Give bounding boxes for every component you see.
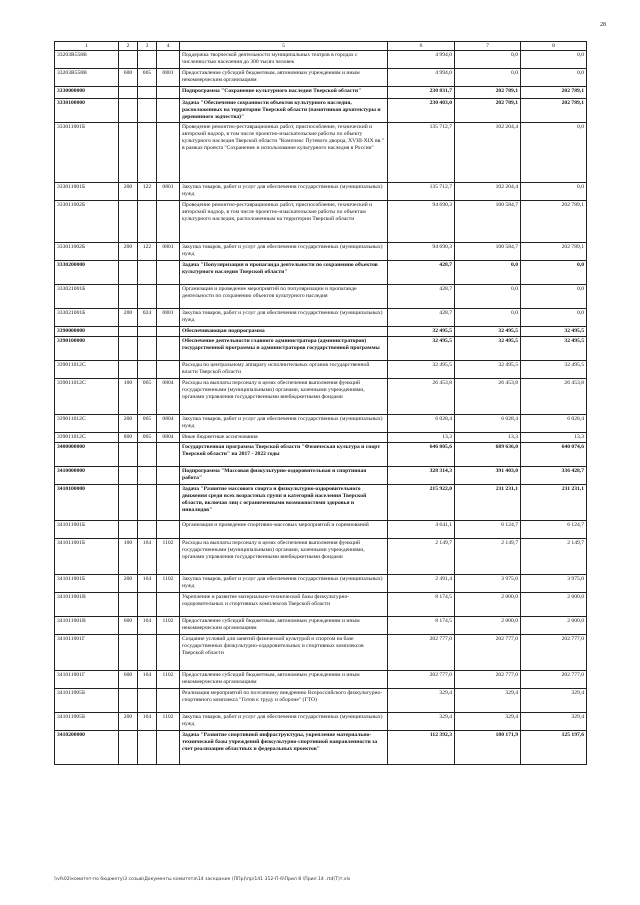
row-subsection: 0804 bbox=[157, 433, 180, 443]
table-row bbox=[55, 593, 587, 617]
row-amount-col8: 202 777,0 bbox=[521, 671, 587, 689]
row-amount-col8: 2 000,0 bbox=[521, 593, 587, 617]
row-description: Укрепление и развитие материально-технической базы физкультурно-оздоровительных и спортивных комплексов Тверской области bbox=[180, 593, 388, 617]
row-expense-group: 100 bbox=[119, 539, 138, 575]
budget-table bbox=[54, 41, 587, 765]
row-expense-group bbox=[119, 99, 138, 123]
row-expense-group bbox=[119, 361, 138, 379]
row-amount-col6: 94 690,3 bbox=[388, 243, 455, 261]
row-section bbox=[138, 51, 157, 69]
row-code: 333011001Б bbox=[55, 183, 119, 201]
table-row bbox=[55, 309, 587, 327]
row-amount-col6: 13,3 bbox=[388, 433, 455, 443]
table-row bbox=[55, 635, 587, 671]
row-amount-col8: 0,0 bbox=[521, 309, 587, 327]
row-code: 341011001Б bbox=[55, 539, 119, 575]
row-amount-col7: 2 149,7 bbox=[455, 539, 521, 575]
row-section: 164 bbox=[138, 713, 157, 731]
row-section bbox=[138, 123, 157, 183]
row-subsection bbox=[157, 261, 180, 285]
table-row bbox=[55, 575, 587, 593]
row-subsection bbox=[157, 99, 180, 123]
row-amount-col7: 0,0 bbox=[455, 261, 521, 285]
row-code: 339011012С bbox=[55, 361, 119, 379]
row-subsection bbox=[157, 201, 180, 243]
row-subsection: 0801 bbox=[157, 183, 180, 201]
row-description: Организация и проведение спортивно-массовых мероприятий и соревнований bbox=[180, 521, 388, 539]
row-amount-col6: 32 495,5 bbox=[388, 337, 455, 361]
row-description: Предоставление субсидий бюджетным, автономным учреждениям и иным некоммерческим организациям bbox=[180, 69, 388, 87]
row-expense-group bbox=[119, 87, 138, 99]
row-description: Закупка товаров, работ и услуг для обеспечения государственных (муниципальных) нужд bbox=[180, 309, 388, 327]
row-code: 341011001В bbox=[55, 617, 119, 635]
row-amount-col6: 32 495,5 bbox=[388, 327, 455, 337]
row-code: 341011005Б bbox=[55, 713, 119, 731]
row-subsection: 1102 bbox=[157, 539, 180, 575]
row-description: Подпрограмма "Сохранение культурного наследия Тверской области" bbox=[180, 87, 388, 99]
row-amount-col8: 0,0 bbox=[521, 123, 587, 183]
row-amount-col6: 135 712,7 bbox=[388, 123, 455, 183]
row-amount-col8: 13,3 bbox=[521, 433, 587, 443]
row-subsection: 0804 bbox=[157, 415, 180, 433]
row-section bbox=[138, 443, 157, 467]
row-code: 3410000000 bbox=[55, 467, 119, 485]
row-amount-col7: 329,4 bbox=[455, 713, 521, 731]
row-code: 333011002Б bbox=[55, 201, 119, 243]
row-section: 065 bbox=[138, 433, 157, 443]
row-code: 333011001Б bbox=[55, 123, 119, 183]
row-description: Закупка товаров, работ и услуг для обеспечения государственных (муниципальных) нужд bbox=[180, 713, 388, 731]
column-header: 2 bbox=[119, 42, 138, 51]
row-amount-col8: 3 975,0 bbox=[521, 575, 587, 593]
row-subsection bbox=[157, 593, 180, 617]
row-description: Предоставление субсидий бюджетным, автономным учреждениям и иным некоммерческим организациям bbox=[180, 617, 388, 635]
row-code: 3400000000 bbox=[55, 443, 119, 467]
table-row bbox=[55, 69, 587, 87]
row-section bbox=[138, 201, 157, 243]
row-amount-col6: 135 712,7 bbox=[388, 183, 455, 201]
table-row bbox=[55, 415, 587, 433]
table-row bbox=[55, 183, 587, 201]
row-subsection: 0801 bbox=[157, 243, 180, 261]
table-row bbox=[55, 731, 587, 765]
table-row bbox=[55, 123, 587, 183]
row-expense-group: 200 bbox=[119, 183, 138, 201]
row-description: Проведение ремонтно-реставрационных работ, приспособление, технический и авторский надзор, в том числе проектно-изыскательские работы по объектам культурного наследия, расположенным на территории Тверской области bbox=[180, 201, 388, 243]
row-subsection bbox=[157, 485, 180, 521]
row-section: 122 bbox=[138, 183, 157, 201]
row-amount-col6: 202 777,0 bbox=[388, 635, 455, 671]
table-row bbox=[55, 713, 587, 731]
row-section: 122 bbox=[138, 243, 157, 261]
row-description: Закупка товаров, работ и услуг для обеспечения государственных (муниципальных) нужд bbox=[180, 415, 388, 433]
row-amount-col8: 32 495,5 bbox=[521, 327, 587, 337]
row-amount-col8: 640 074,6 bbox=[521, 443, 587, 467]
row-amount-col8: 329,4 bbox=[521, 713, 587, 731]
row-code: 341011001Г bbox=[55, 671, 119, 689]
row-section bbox=[138, 521, 157, 539]
row-section: 065 bbox=[138, 379, 157, 415]
row-code: 3330000000 bbox=[55, 87, 119, 99]
row-expense-group: 100 bbox=[119, 379, 138, 415]
column-header: 5 bbox=[180, 42, 388, 51]
row-section bbox=[138, 327, 157, 337]
row-amount-col7: 100 584,7 bbox=[455, 201, 521, 243]
table-row bbox=[55, 617, 587, 635]
row-expense-group: 200 bbox=[119, 713, 138, 731]
row-amount-col6: 112 392,3 bbox=[388, 731, 455, 765]
row-section bbox=[138, 285, 157, 309]
table-row bbox=[55, 327, 587, 337]
row-amount-col7: 3 975,0 bbox=[455, 575, 521, 593]
row-expense-group bbox=[119, 635, 138, 671]
row-expense-group bbox=[119, 285, 138, 309]
row-subsection bbox=[157, 87, 180, 99]
row-description: Задача "Развитие массового спорта и физкультурно-оздоровительного движения среди всех возрастных групп и категорий населения Тверской области, включая лиц с ограниченными возможностями здоровья и инвалидов" bbox=[180, 485, 388, 521]
row-description: Задача "Развитие спортивной инфраструктуры, укрепление материально-технической базы учреждений физкультурно-спортивной направленности за счет реализации областных и федеральных проектов" bbox=[180, 731, 388, 765]
row-amount-col7: 202 789,1 bbox=[455, 99, 521, 123]
row-expense-group bbox=[119, 443, 138, 467]
row-expense-group: 600 bbox=[119, 69, 138, 87]
row-code: 33203R558В bbox=[55, 51, 119, 69]
table-row bbox=[55, 379, 587, 415]
table-row bbox=[55, 539, 587, 575]
row-amount-col7: 0,0 bbox=[455, 69, 521, 87]
row-section bbox=[138, 485, 157, 521]
row-amount-col6: 215 922,0 bbox=[388, 485, 455, 521]
row-code: 341011001Г bbox=[55, 635, 119, 671]
table-row bbox=[55, 361, 587, 379]
row-section: 024 bbox=[138, 309, 157, 327]
row-description: Обеспечение деятельности главного администратора (администраторов) государственной программы и администраторов государственной программы bbox=[180, 337, 388, 361]
row-subsection bbox=[157, 337, 180, 361]
table-row bbox=[55, 51, 587, 69]
column-header: 4 bbox=[157, 42, 180, 51]
row-description: Государственная программа Тверской области "Физическая культура и спорт Тверской области" на 2017 - 2022 годы bbox=[180, 443, 388, 467]
row-subsection bbox=[157, 521, 180, 539]
row-amount-col8: 202 789,1 bbox=[521, 99, 587, 123]
row-subsection: 1102 bbox=[157, 671, 180, 689]
row-subsection: 0804 bbox=[157, 379, 180, 415]
row-code: 339011012С bbox=[55, 379, 119, 415]
row-code: 3330200000 bbox=[55, 261, 119, 285]
row-amount-col6: 4 641,1 bbox=[388, 521, 455, 539]
row-description: Закупка товаров, работ и услуг для обеспечения государственных (муниципальных) нужд bbox=[180, 243, 388, 261]
row-amount-col7: 6 028,4 bbox=[455, 415, 521, 433]
row-expense-group bbox=[119, 731, 138, 765]
row-amount-col8: 32 495,5 bbox=[521, 337, 587, 361]
row-amount-col8: 202 777,0 bbox=[521, 635, 587, 671]
row-amount-col8: 0,0 bbox=[521, 69, 587, 87]
row-amount-col7: 100 584,7 bbox=[455, 243, 521, 261]
row-subsection bbox=[157, 123, 180, 183]
row-expense-group bbox=[119, 521, 138, 539]
row-amount-col8: 336 428,7 bbox=[521, 467, 587, 485]
row-amount-col8: 0,0 bbox=[521, 183, 587, 201]
row-description: Поддержка творческой деятельности муниципальных театров в городах с численностью населения до 300 тысяч человек bbox=[180, 51, 388, 69]
row-amount-col8: 202 789,1 bbox=[521, 201, 587, 243]
row-amount-col7: 26 453,8 bbox=[455, 379, 521, 415]
row-code: 33203R558В bbox=[55, 69, 119, 87]
row-amount-col8: 32 495,5 bbox=[521, 361, 587, 379]
row-amount-col6: 26 453,8 bbox=[388, 379, 455, 415]
row-description: Подпрограмма "Массовая физкультурно-оздоровительная и спортивная работа" bbox=[180, 467, 388, 485]
row-description: Создание условий для занятий физической культурой и спортом на базе государственных физкультурно-оздоровительных и спортивных комплексов Тверской области bbox=[180, 635, 388, 671]
row-expense-group bbox=[119, 123, 138, 183]
row-amount-col7: 0,0 bbox=[455, 309, 521, 327]
row-code: 333021001Б bbox=[55, 285, 119, 309]
row-expense-group bbox=[119, 485, 138, 521]
row-amount-col7: 202 777,0 bbox=[455, 671, 521, 689]
row-amount-col6: 230 403,0 bbox=[388, 99, 455, 123]
row-amount-col6: 94 690,3 bbox=[388, 201, 455, 243]
table-row bbox=[55, 87, 587, 99]
row-code: 3330100000 bbox=[55, 99, 119, 123]
row-section: 164 bbox=[138, 671, 157, 689]
row-amount-col7: 32 495,5 bbox=[455, 337, 521, 361]
table-row bbox=[55, 261, 587, 285]
row-amount-col7: 180 171,9 bbox=[455, 731, 521, 765]
row-amount-col6: 202 777,0 bbox=[388, 671, 455, 689]
row-amount-col7: 202 789,1 bbox=[455, 87, 521, 99]
row-amount-col8: 0,0 bbox=[521, 51, 587, 69]
row-description: Закупка товаров, работ и услуг для обеспечения государственных (муниципальных) нужд bbox=[180, 183, 388, 201]
row-description: Закупка товаров, работ и услуг для обеспечения государственных (муниципальных) нужд bbox=[180, 575, 388, 593]
row-section bbox=[138, 87, 157, 99]
row-amount-col6: 428,7 bbox=[388, 285, 455, 309]
row-code: 341011005Б bbox=[55, 689, 119, 713]
row-amount-col8: 329,4 bbox=[521, 689, 587, 713]
row-expense-group: 200 bbox=[119, 243, 138, 261]
row-subsection bbox=[157, 361, 180, 379]
row-amount-col8: 6 124,7 bbox=[521, 521, 587, 539]
row-expense-group: 800 bbox=[119, 433, 138, 443]
row-amount-col8: 2 000,0 bbox=[521, 617, 587, 635]
row-section bbox=[138, 261, 157, 285]
table-row bbox=[55, 201, 587, 243]
row-code: 333021001Б bbox=[55, 309, 119, 327]
row-description: Задача "Обеспечение сохранности объектов культурного наследия, расположенных на территории Тверской области (памятников архитектуры и деревянного зодчества)" bbox=[180, 99, 388, 123]
row-amount-col6: 329,4 bbox=[388, 713, 455, 731]
row-section: 164 bbox=[138, 539, 157, 575]
row-amount-col7: 211 231,1 bbox=[455, 485, 521, 521]
row-code: 341011001Б bbox=[55, 575, 119, 593]
table-row bbox=[55, 467, 587, 485]
row-expense-group: 600 bbox=[119, 617, 138, 635]
row-code: 3410200000 bbox=[55, 731, 119, 765]
row-description: Задача "Популяризация и пропаганда деятельности по сохранению объектов культурного наследия Тверской области" bbox=[180, 261, 388, 285]
row-description: Расходы на выплаты персоналу в целях обеспечения выполнения функций государственными (муниципальными) органами, казенными учреждениями, органами управления государственными внебюджетными фондами bbox=[180, 539, 388, 575]
row-amount-col6: 428,7 bbox=[388, 261, 455, 285]
row-amount-col7: 2 000,0 bbox=[455, 617, 521, 635]
table-row bbox=[55, 485, 587, 521]
row-amount-col7: 6 124,7 bbox=[455, 521, 521, 539]
row-code: 341011001В bbox=[55, 593, 119, 617]
row-section: 065 bbox=[138, 69, 157, 87]
row-code: 3390100000 bbox=[55, 337, 119, 361]
row-expense-group bbox=[119, 327, 138, 337]
row-expense-group bbox=[119, 51, 138, 69]
row-amount-col7: 0,0 bbox=[455, 285, 521, 309]
table-row bbox=[55, 337, 587, 361]
row-code: 339011012С bbox=[55, 415, 119, 433]
row-amount-col7: 102 204,4 bbox=[455, 123, 521, 183]
row-expense-group: 200 bbox=[119, 415, 138, 433]
row-code: 333011002Б bbox=[55, 243, 119, 261]
row-code: 341011001Б bbox=[55, 521, 119, 539]
row-amount-col6: 646 805,6 bbox=[388, 443, 455, 467]
row-amount-col6: 328 314,3 bbox=[388, 467, 455, 485]
row-subsection bbox=[157, 327, 180, 337]
row-description: Предоставление субсидий бюджетным, автономным учреждениям и иным некоммерческим организациям bbox=[180, 671, 388, 689]
row-subsection bbox=[157, 467, 180, 485]
table-row bbox=[55, 689, 587, 713]
row-amount-col7: 329,4 bbox=[455, 689, 521, 713]
row-subsection bbox=[157, 443, 180, 467]
table-row bbox=[55, 99, 587, 123]
file-path-footer: \\vfs02\комитет-по бюджету\3 созыв\Документы комитета\14 заседание (ППр)\пр\141 312-П-6\Прил 8 \Прил 14 .rtd(Т)т.xls bbox=[54, 877, 351, 882]
row-amount-col8: 125 197,6 bbox=[521, 731, 587, 765]
row-amount-col7: 2 000,0 bbox=[455, 593, 521, 617]
row-amount-col7: 689 636,0 bbox=[455, 443, 521, 467]
row-code: 3390000000 bbox=[55, 327, 119, 337]
row-amount-col6: 428,7 bbox=[388, 309, 455, 327]
row-amount-col7: 13,3 bbox=[455, 433, 521, 443]
column-header: 1 bbox=[55, 42, 119, 51]
row-amount-col6: 2 149,7 bbox=[388, 539, 455, 575]
row-description: Реализация мероприятий по поэтапному внедрению Всероссийского физкультурно-спортивного комплекса "Готов к труду и обороне" (ГТО) bbox=[180, 689, 388, 713]
row-amount-col8: 0,0 bbox=[521, 261, 587, 285]
row-section bbox=[138, 361, 157, 379]
row-description: Расходы на выплаты персоналу в целях обеспечения выполнения функций государственными (муниципальными) органами, казенными учреждениями, органами управления государственными внебюджетными фондами bbox=[180, 379, 388, 415]
row-section: 065 bbox=[138, 415, 157, 433]
row-description: Проведение ремонтно-реставрационных работ, приспособление, технический и авторский надзор, в том числе проектно-изыскательские работы по объекту культурного наследия Тверской области "Комплекс Путевого дворца, XVIII-XIX вв." в рамках проекта "Сохранение и использование культурного наследия в России" bbox=[180, 123, 388, 183]
column-header: 3 bbox=[138, 42, 157, 51]
row-subsection: 1102 bbox=[157, 575, 180, 593]
column-header: 8 bbox=[521, 42, 587, 51]
row-amount-col6: 4 994,0 bbox=[388, 51, 455, 69]
row-amount-col6: 230 831,7 bbox=[388, 87, 455, 99]
table-row bbox=[55, 243, 587, 261]
row-description: Организация и проведение мероприятий по популяризации и пропаганде деятельности по сохранению объектов культурного наследия bbox=[180, 285, 388, 309]
row-expense-group bbox=[119, 467, 138, 485]
row-subsection bbox=[157, 285, 180, 309]
row-section bbox=[138, 337, 157, 361]
table-row bbox=[55, 285, 587, 309]
row-subsection bbox=[157, 731, 180, 765]
row-section bbox=[138, 99, 157, 123]
table-row bbox=[55, 521, 587, 539]
page-number: 28 bbox=[600, 22, 606, 28]
row-section bbox=[138, 467, 157, 485]
row-amount-col8: 202 789,1 bbox=[521, 87, 587, 99]
column-header: 7 bbox=[455, 42, 521, 51]
row-amount-col8: 6 028,4 bbox=[521, 415, 587, 433]
row-amount-col8: 211 231,1 bbox=[521, 485, 587, 521]
row-subsection: 1102 bbox=[157, 713, 180, 731]
row-expense-group: 600 bbox=[119, 671, 138, 689]
row-amount-col6: 8 174,5 bbox=[388, 617, 455, 635]
row-description: Расходы по центральному аппарату исполнительных органов государственной власти Тверской области bbox=[180, 361, 388, 379]
table-row bbox=[55, 433, 587, 443]
row-amount-col7: 32 495,5 bbox=[455, 361, 521, 379]
row-amount-col7: 202 777,0 bbox=[455, 635, 521, 671]
row-amount-col7: 102 204,4 bbox=[455, 183, 521, 201]
row-amount-col6: 4 994,0 bbox=[388, 69, 455, 87]
row-code: 339011012С bbox=[55, 433, 119, 443]
row-amount-col7: 0,0 bbox=[455, 51, 521, 69]
row-subsection: 0801 bbox=[157, 69, 180, 87]
row-expense-group bbox=[119, 201, 138, 243]
row-description: Иные бюджетные ассигнования bbox=[180, 433, 388, 443]
row-amount-col8: 2 149,7 bbox=[521, 539, 587, 575]
row-expense-group bbox=[119, 261, 138, 285]
row-expense-group: 200 bbox=[119, 309, 138, 327]
row-amount-col8: 26 453,8 bbox=[521, 379, 587, 415]
row-amount-col8: 0,0 bbox=[521, 285, 587, 309]
row-amount-col6: 329,4 bbox=[388, 689, 455, 713]
row-expense-group bbox=[119, 593, 138, 617]
row-amount-col7: 32 495,5 bbox=[455, 327, 521, 337]
row-subsection: 0801 bbox=[157, 309, 180, 327]
row-amount-col6: 32 495,5 bbox=[388, 361, 455, 379]
row-amount-col6: 2 491,4 bbox=[388, 575, 455, 593]
row-expense-group: 200 bbox=[119, 575, 138, 593]
column-header-row bbox=[55, 42, 587, 51]
table-row bbox=[55, 671, 587, 689]
row-section: 164 bbox=[138, 617, 157, 635]
row-section bbox=[138, 635, 157, 671]
row-section: 164 bbox=[138, 575, 157, 593]
row-expense-group bbox=[119, 689, 138, 713]
row-section bbox=[138, 593, 157, 617]
row-description: Обеспечивающая подпрограмма bbox=[180, 327, 388, 337]
row-section bbox=[138, 689, 157, 713]
row-code: 3410100000 bbox=[55, 485, 119, 521]
row-subsection bbox=[157, 635, 180, 671]
row-amount-col6: 6 028,4 bbox=[388, 415, 455, 433]
row-amount-col8: 202 789,1 bbox=[521, 243, 587, 261]
row-section bbox=[138, 731, 157, 765]
row-subsection: 1102 bbox=[157, 617, 180, 635]
column-header: 6 bbox=[388, 42, 455, 51]
row-expense-group bbox=[119, 337, 138, 361]
row-subsection bbox=[157, 51, 180, 69]
row-amount-col6: 8 174,5 bbox=[388, 593, 455, 617]
row-amount-col7: 391 403,0 bbox=[455, 467, 521, 485]
row-subsection bbox=[157, 689, 180, 713]
table-row bbox=[55, 443, 587, 467]
table-body bbox=[55, 51, 587, 765]
